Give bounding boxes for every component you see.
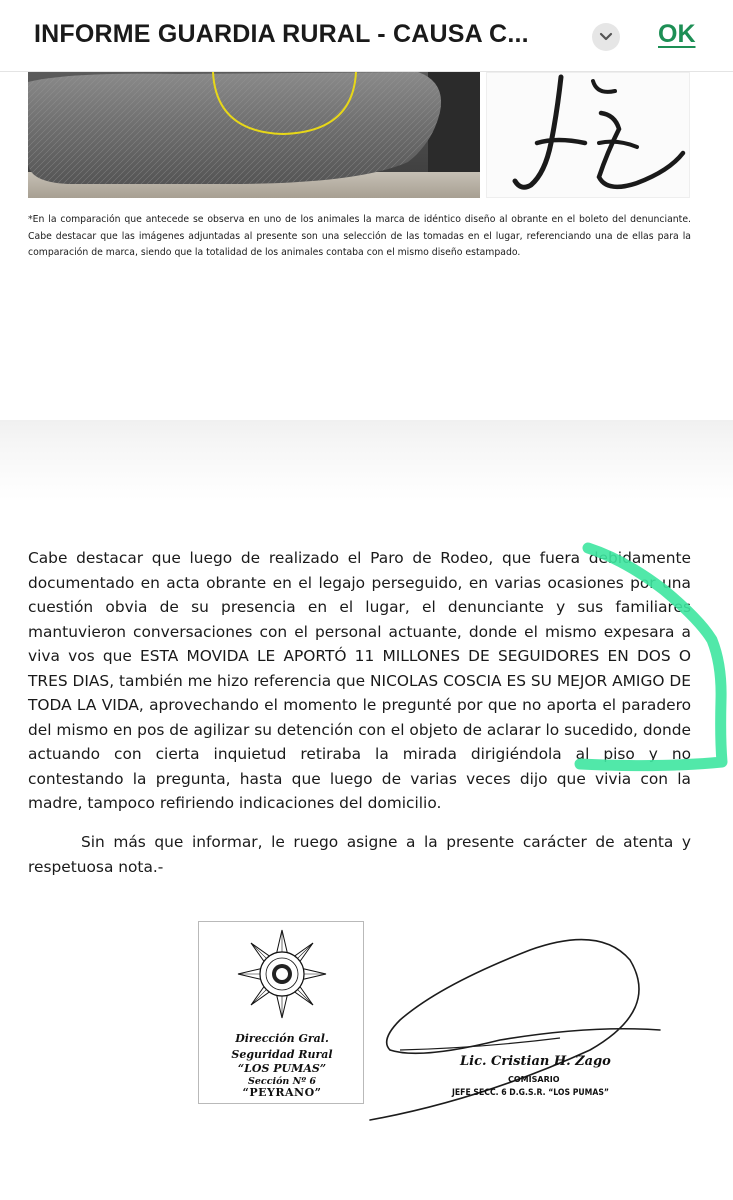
body-paragraph-2: Sin más que informar, le ruego asigne a la presente carácter de atenta y respetuosa nota.- bbox=[28, 833, 691, 876]
stamp-line-1: Dirección Gral. bbox=[235, 1032, 329, 1045]
stamp-line-3: “LOS PUMAS” bbox=[237, 1062, 327, 1075]
stamp-line-5: “PEYRANO” bbox=[242, 1086, 322, 1099]
brand-mark-image bbox=[486, 72, 690, 198]
expand-title-button[interactable] bbox=[592, 23, 620, 51]
chevron-down-icon bbox=[599, 32, 613, 42]
body-paragraph-1: Cabe destacar que luego de realizado el Paro de Rodeo, que fuera debidamente documentado en acta obrante en el legajo perseguido, en varias ocasiones por una cuestión obvia de su presencia en el lugar, el denunciante y sus familiares mantuvieron conversaciones con el personal actuante, donde el mismo expesara a viva vos que ESTA MOVIDA LE APORTÓ 11 MILLONES DE SEGUIDORES EN DOS O TRES DIAS, también me hizo referencia que NICOLAS COSCIA ES SU MEJOR AMIGO DE TODA LA VIDA, aprovechando el momento le pregunté por que no aporta el paradero del mismo en pos de agilizar su detención con el objeto de aclarar lo sucedido, donde actuando con cierta inquietud retiraba la mirada dirigiéndola al piso y no contestando la pregunta, hasta que luego de varias veces dijo que vivia con la madre, tampoco refiriendo indicaciones del domicilio. bbox=[28, 549, 691, 812]
police-star-emblem bbox=[199, 922, 365, 1032]
stamp-line-2: Seguridad Rural bbox=[231, 1048, 333, 1061]
official-stamp bbox=[198, 921, 364, 1104]
top-bar bbox=[0, 0, 733, 72]
page-separator bbox=[0, 420, 733, 500]
signatory-department: JEFE SECC. 6 D.G.S.R. “LOS PUMAS” bbox=[452, 1088, 609, 1098]
signatory-rank: COMISARIO bbox=[508, 1075, 560, 1084]
stamp-line-4: Sección Nº 6 bbox=[248, 1076, 316, 1087]
document-title: INFORME GUARDIA RURAL - CAUSA C... bbox=[34, 20, 529, 48]
handwritten-signature bbox=[360, 930, 680, 1130]
photo-footnote: *En la comparación que antecede se observa en uno de los animales la marca de idéntico diseño al obrante en el boleto del denunciante. Cabe destacar que las imágenes adjuntadas al presente son una selección de las tomadas en el lugar, referenciando una de ellas para la comparación de marca, siendo que la totalidad de los animales contaba con el mismo diseño estampado. bbox=[28, 214, 691, 258]
signatory-name: Lic. Cristian H. Zago bbox=[460, 1054, 611, 1069]
animal-photo bbox=[28, 72, 480, 198]
ok-button[interactable]: OK bbox=[658, 20, 696, 48]
